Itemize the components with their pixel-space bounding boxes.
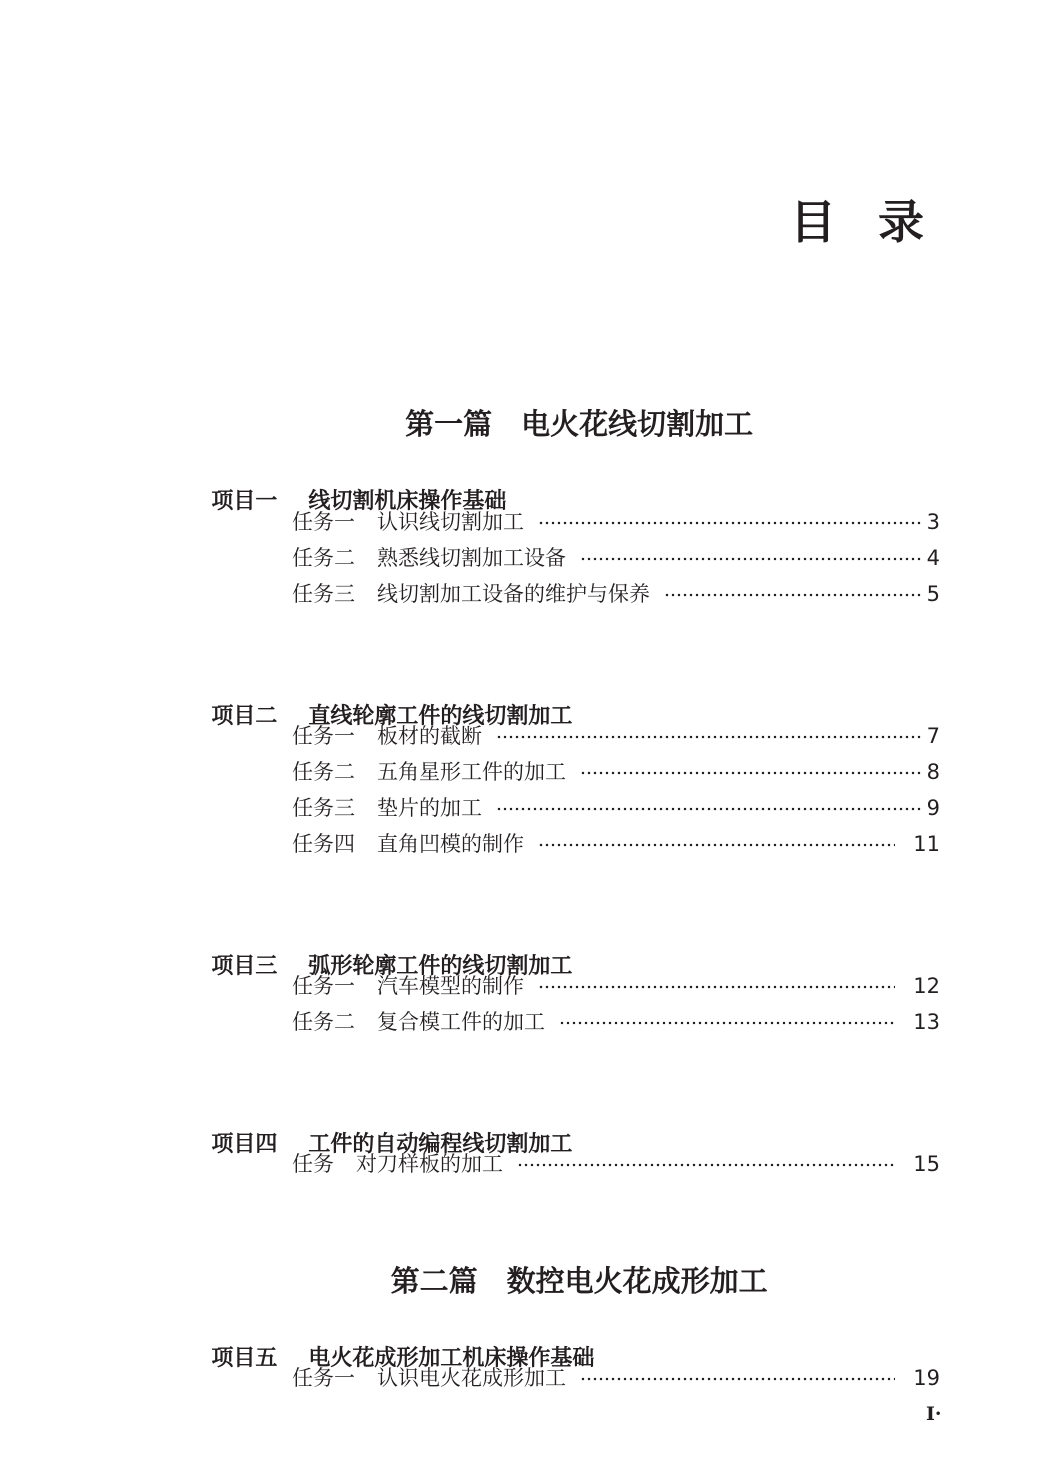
task-number: 任务一: [292, 1366, 355, 1390]
page-number: 3: [926, 510, 940, 534]
task-number: 任务一: [292, 724, 355, 748]
toc-entry[interactable]: [292, 793, 940, 823]
task-number: 任务四: [292, 832, 355, 856]
page-number: 11: [913, 832, 940, 856]
task-name: 认识线切割加工: [377, 510, 524, 534]
dot-leader: [517, 1162, 895, 1168]
task-number: 任务三: [292, 582, 355, 606]
toc-entry[interactable]: [292, 721, 940, 751]
project-name: 电火花成形加工机床操作基础: [308, 1346, 595, 1371]
dot-leader: [496, 806, 922, 812]
part-title: [0, 1221, 1044, 1301]
page-number: 4: [926, 546, 940, 570]
task-name: 线切割加工设备的维护与保养: [377, 582, 650, 606]
task-number: 任务三: [292, 796, 355, 820]
task-number: 任务一: [292, 510, 355, 534]
project-number: 项目二: [211, 704, 278, 729]
page-number: 12: [913, 974, 940, 998]
page-number: 13: [913, 1010, 940, 1034]
toc-entry[interactable]: [292, 757, 940, 787]
project-number: 项目一: [211, 489, 278, 514]
project-name: 线切割机床操作基础: [308, 489, 507, 514]
task-name: 熟悉线切割加工设备: [377, 546, 566, 570]
page-number: 9: [926, 796, 940, 820]
task-name: 垫片的加工: [377, 796, 482, 820]
toc-entry[interactable]: [292, 1149, 940, 1179]
toc-entry[interactable]: [292, 1363, 940, 1393]
task-number: 任务: [292, 1152, 334, 1176]
task-name: 汽车模型的制作: [377, 974, 524, 998]
dot-leader: [538, 842, 895, 848]
dot-leader: [580, 556, 922, 562]
toc-entry[interactable]: [292, 829, 940, 859]
part-label: 第二篇: [390, 1264, 478, 1298]
toc-entry[interactable]: [292, 579, 940, 609]
task-number: 任务二: [292, 1010, 355, 1034]
dot-leader: [559, 1020, 895, 1026]
task-name: 认识电火花成形加工: [377, 1366, 566, 1390]
task-name: 直角凹模的制作: [377, 832, 524, 856]
toc-entry[interactable]: [292, 543, 940, 573]
project-number: 项目三: [211, 954, 278, 979]
task-number: 任务二: [292, 546, 355, 570]
page-number: 5: [926, 582, 940, 606]
project-name: 弧形轮廓工件的线切割加工: [308, 954, 573, 979]
toc-title: 目录: [790, 195, 966, 249]
page-number: 8: [926, 760, 940, 784]
task-name: 对刀样板的加工: [356, 1152, 503, 1176]
project-number: 项目四: [211, 1132, 278, 1157]
project-number: 项目五: [211, 1346, 278, 1371]
part-name: 数控电火花成形加工: [506, 1264, 768, 1298]
task-number: 任务二: [292, 760, 355, 784]
dot-leader: [496, 734, 922, 740]
task-number: 任务一: [292, 974, 355, 998]
dot-leader: [580, 770, 922, 776]
dot-leader: [664, 592, 922, 598]
part-name: 电火花线切割加工: [521, 407, 754, 441]
task-name: 板材的截断: [377, 724, 482, 748]
toc-entry[interactable]: [292, 1007, 940, 1037]
dot-leader: [580, 1376, 895, 1382]
project-name: 直线轮廓工件的线切割加工: [308, 704, 573, 729]
page-number: 19: [913, 1366, 940, 1390]
toc-entry[interactable]: [292, 507, 940, 537]
task-name: 五角星形工件的加工: [377, 760, 566, 784]
project-name: 工件的自动编程线切割加工: [308, 1132, 573, 1157]
task-name: 复合模工件的加工: [377, 1010, 545, 1034]
part-label: 第一篇: [405, 407, 493, 441]
dot-leader: [538, 520, 922, 526]
page-folio: I·: [926, 1403, 942, 1425]
dot-leader: [538, 984, 895, 990]
part-title: [0, 364, 1044, 444]
page-number: 15: [913, 1152, 940, 1176]
page-number: 7: [926, 724, 940, 748]
toc-entry[interactable]: [292, 971, 940, 1001]
